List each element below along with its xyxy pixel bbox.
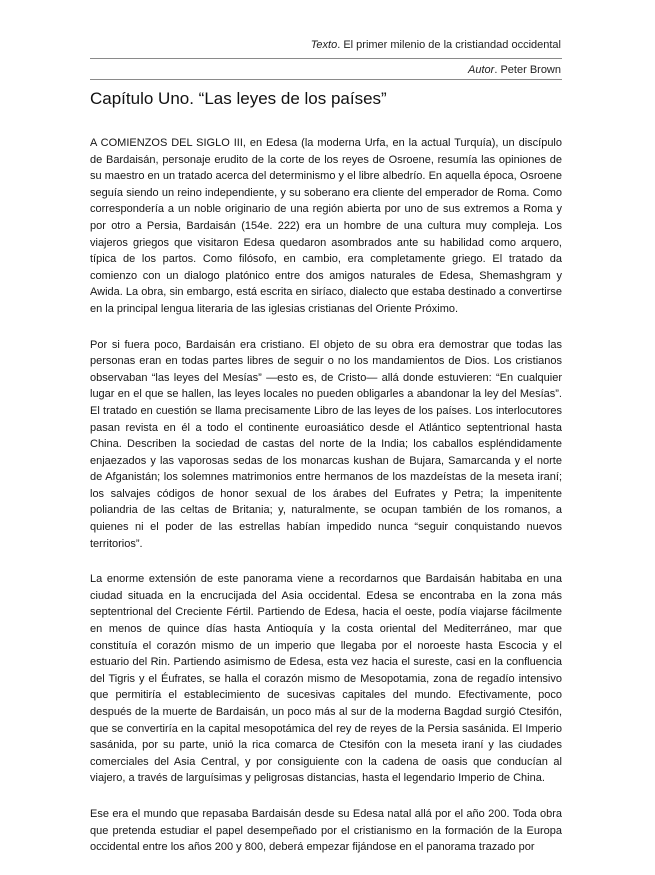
running-head-text: [311, 39, 561, 51]
running-head-author: [468, 64, 561, 76]
paragraph-4: Ese era el mundo que repasaba Bardaisán desde su Edesa natal allá por el año 200. Toda obra que pretenda estudiar el papel desempeñado por el cristianismo en la formación de la Europa occidental entre los años 200 y 800, deberá empezar fijándose en el panorama trazado por: [90, 807, 562, 854]
text-label: Texto: [310, 39, 338, 51]
author-label: Autor: [468, 64, 495, 76]
work-title: El primer milenio de la cristiandad occidental: [343, 39, 561, 51]
paragraph-3: La enorme extensión de este panorama viene a recordarnos que Bardaisán habitaba en una ciudad situada en la encrucijada del Asia occidental. Edesa se encontraba en la zona más septentrional del Creciente Fértil. Partiendo de Edesa, hacia el oeste, podía viajarse fácilmente en menos de quince días hasta Antioquía y la costa oriental del Mediterráneo, mar que constituía el corazón mismo de un imperio que llegaba por el noroeste hasta Escocia y el estuario del Rin. Partiendo asimismo de Edesa, esta vez hacia el sureste, casi en la confluencia del Tigris y el Éufrates, se halla el corazón mismo de Mesopotamia, zona de regadío intensivo que permitiría el establecimiento de sucesivas capitales del mundo. Efectivamente, poco después de la muerte de Bardaisán, un poco más al sur de la moderna Bagdad surgió Ctesifón, que se convertiría en la capital mesopotámica del rey de reyes de la Persia sasánida. El Imperio sasánida, por su parte, unió la rica comarca de Ctesifón con la meseta iraní y las ciudades comerciales del Asia Central, y por consiguiente con la cadena de oasis que conducían al viajero, a través de larguísimas y peligrosas distancias, hasta el legendario Imperio de China.: [90, 573, 562, 785]
text-separator: .: [337, 39, 344, 51]
paragraph-1: A COMIENZOS DEL SIGLO III, en Edesa (la moderna Urfa, en la actual Turquía), un discípulo de Bardaisán, personaje erudito de la corte de los reyes de Osroene, resumía las opiniones de su maestro en un tratado acerca del determinismo y el libre albedrío. En aquella época, Osroene seguía siendo un reino independiente, y su soberano era cliente del emperador de Roma. Como correspondería a un noble originario de una región abierta por uno de sus extremos a Roma y por otro a Persia, Bardaisán (154e. 222) era un hombre de una cultura muy compleja. Los viajeros griegos que visitaron Edesa quedaron asombrados ante su habilidad como arquero, típica de los partos. Como filósofo, en cambio, era completamente griego. El tratado da comienzo con un dialogo platónico entre dos amigos naturales de Edesa, Shemashgram y Awida. La obra, sin embargo, está escrita en siríaco, dialecto que estaba destinado a convertirse en la principal lengua literaria de las iglesias cristianas del Oriente Próximo.: [90, 137, 562, 315]
chapter-title: Capítulo Uno. “Las leyes de los países”: [90, 89, 387, 108]
header-divider-bottom: [90, 79, 562, 80]
paragraph-2: Por si fuera poco, Bardaisán era cristiano. El objeto de su obra era demostrar que todas las personas eran en todas partes libres de seguir o no los mandamientos de Dios. Los cristianos observaban “las leyes del Mesías” —esto es, de Cristo— allá donde estuvieren: “En cualquier lugar en el que se hallen, las leyes locales no pueden obligarles a abandonar la ley del Mesías”. El tratado en cuestión se llama precisamente Libro de las leyes de los países. Los interlocutores pasan revista en él a todo el continente euroasiático desde el Atlántico septentrional hasta China. Describen la sociedad de castas del norte de la India; los caballos espléndidamente enjaezados y las vaporosas sedas de los monarcas kushan de Bujara, Samarcanda y el norte de Afganistán; los solemnes matrimonios entre hermanos de los mazdeístas de la meseta iraní; los salvajes códigos de honor sexual de los árabes del Eufrates y Petra; la impenitente poliandria de las celtas de Britania; y, naturalmente, se ocupan también de los romanos, a quienes ni el poder de las estrellas habían impedido nunca “seguir conquistando nuevos territorios”.: [90, 338, 562, 550]
author-name: Peter Brown: [500, 64, 561, 76]
author-separator: .: [494, 64, 501, 76]
header-divider-top: [90, 58, 562, 59]
body-text: [90, 135, 562, 875]
